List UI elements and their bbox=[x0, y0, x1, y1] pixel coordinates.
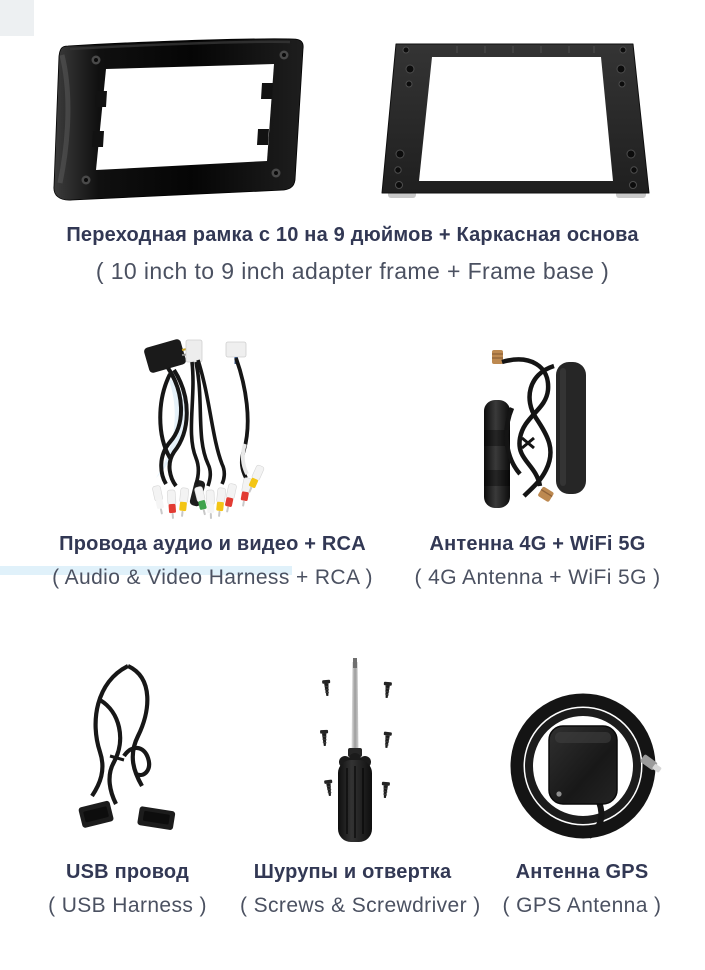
frames-caption-en: ( 10 inch to 9 inch adapter frame + Frame base ) bbox=[95, 258, 610, 284]
usb-loops bbox=[92, 666, 149, 804]
antenna4g-caption-en: ( 4G Antenna + WiFi 5G ) bbox=[414, 566, 661, 589]
usb-cable-photo bbox=[66, 660, 196, 852]
gps-antenna-photo bbox=[503, 676, 668, 856]
usb-connector-right bbox=[137, 806, 176, 830]
usb-caption-en: ( USB Harness ) bbox=[48, 894, 207, 917]
usb-connector-left bbox=[78, 800, 114, 828]
gps-module bbox=[549, 726, 617, 804]
corner-watermark-patch bbox=[0, 0, 34, 36]
screws-caption-en: ( Screws & Screwdriver ) bbox=[240, 894, 481, 917]
usb-caption-ru: USB провод bbox=[66, 861, 189, 883]
screws-screwdriver-photo bbox=[300, 656, 410, 848]
antenna-4g-wifi-photo bbox=[482, 346, 588, 514]
gps-caption-ru: Антенна GPS bbox=[515, 861, 649, 883]
adapter-frame-photo bbox=[40, 33, 325, 211]
frames-caption-ru: Переходная рамка с 10 на 9 дюймов + Каркасная основа bbox=[66, 224, 639, 246]
base-frame bbox=[382, 44, 649, 198]
harness-caption-ru: Провода аудио и видео + RCA bbox=[59, 533, 366, 555]
av-harness-rca-photo bbox=[140, 338, 280, 520]
harness-caption-en: ( Audio & Video Harness + RCA ) bbox=[52, 566, 373, 589]
screws-caption-ru: Шурупы и отвертка bbox=[253, 861, 452, 883]
harness-bundle-right bbox=[226, 342, 265, 507]
frame-base-photo bbox=[372, 36, 660, 208]
gps-caption-en: ( GPS Antenna ) bbox=[502, 894, 662, 917]
screwdriver bbox=[338, 658, 372, 842]
glossy-frame bbox=[54, 39, 303, 200]
antenna4g-caption-ru: Антенна 4G + WiFi 5G bbox=[429, 533, 646, 555]
